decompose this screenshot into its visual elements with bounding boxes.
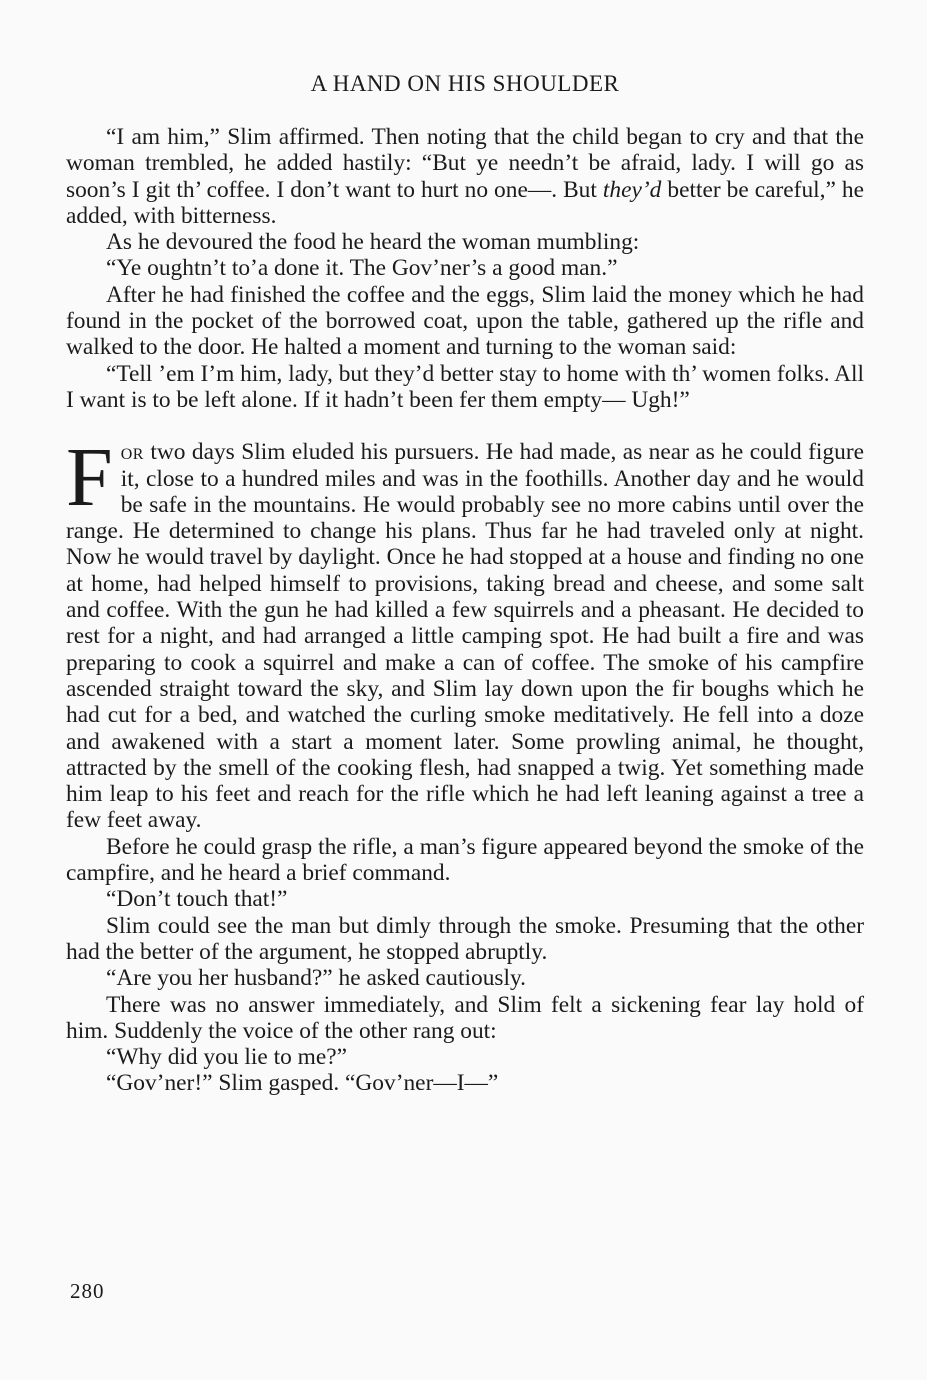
paragraph-1-text-b: better be careful,” he added, with bitterness. xyxy=(66,176,864,229)
paragraph-5: “Tell ’em I’m him, lady, but they’d better stay to home with th’ women folks. All I want is to be left alone. If it hadn’t been fer them empty— Ugh!” xyxy=(66,360,864,413)
paragraph-11: There was no answer immediately, and Slim felt a sickening fear lay hold of him. Suddenly the voice of the other rang out: xyxy=(66,991,864,1044)
paragraph-7: Before he could grasp the rifle, a man’s figure appeared beyond the smoke of the campfire, and he heard a brief command. xyxy=(66,833,864,887)
paragraph-3: “Ye oughtn’t to’a done it. The Gov’ner’s a good man.” xyxy=(106,255,618,282)
small-caps-opening: or xyxy=(120,439,144,466)
paragraph-9: Slim could see the man but dimly through the smoke. Presuming that the other had the better of the argument, he stopped abruptly. xyxy=(66,912,864,965)
page-number: 280 xyxy=(70,1279,105,1303)
book-page xyxy=(66,64,864,1097)
paragraph-2: As he devoured the food he heard the woman mumbling: xyxy=(106,229,640,256)
paragraph-8: “Don’t touch that!” xyxy=(106,886,288,913)
paragraph-6 xyxy=(66,431,864,834)
paragraph-4: After he had finished the coffee and the eggs, Slim laid the money which he had found in the pocket of the borrowed coat, upon the table, gathered up the rifle and walked to the door. He halted a moment and turning to the woman said: xyxy=(66,281,864,361)
running-head: A HAND ON HIS SHOULDER xyxy=(310,71,620,96)
paragraph-1-emphasis: they’d xyxy=(602,176,662,203)
paragraph-10: “Are you her husband?” he asked cautiously. xyxy=(106,965,527,992)
paragraph-1-text-a: “I am him,” Slim affirmed. Then noting that the child began to cry and that the woman trembled, he added hastily: “But ye needn’t be afraid, lady. I will go as soon’s I git th’ coffee. I don’t want to hurt no one—. But xyxy=(66,124,864,203)
paragraph-12: “Why did you lie to me?” xyxy=(106,1044,347,1071)
drop-cap: F xyxy=(66,431,113,525)
paragraph-6-text: two days Slim eluded his pursuers. He had made, as near as he could figure it, close to a hundred miles and was in the foothills. Another day and he would be safe in the mountains. He would probably see no more cabins until over the range. He determined to change his plans. Thus far he had traveled only at night. Now he would travel by daylight. Once he had stopped at a house and finding no one at home, had helped himself to provisions, taking bread and cheese, and some salt and coffee. With the gun he had killed a few squirrels and a pheasant. He decided to rest for a night, and had arranged a little camping spot. He had built a fire and was preparing to cook a squirrel and make a can of coffee. The smoke of his campfire ascended straight toward the sky, and Slim lay down upon the fir boughs which he had cut for a bed, and watched the curling smoke meditatively. He fell into a doze and awakened with a start a moment later. Some prowling animal, he thought, attracted by the smell of the cooking flesh, had snapped a twig. Yet something made him leap to his feet and reach for the rifle which he had left leaning against a tree a few feet away. xyxy=(66,439,864,834)
section-break xyxy=(66,431,864,834)
paragraph-13: “Gov’ner!” Slim gasped. “Gov’ner—I—” xyxy=(106,1070,499,1097)
paragraph-1 xyxy=(66,124,864,229)
